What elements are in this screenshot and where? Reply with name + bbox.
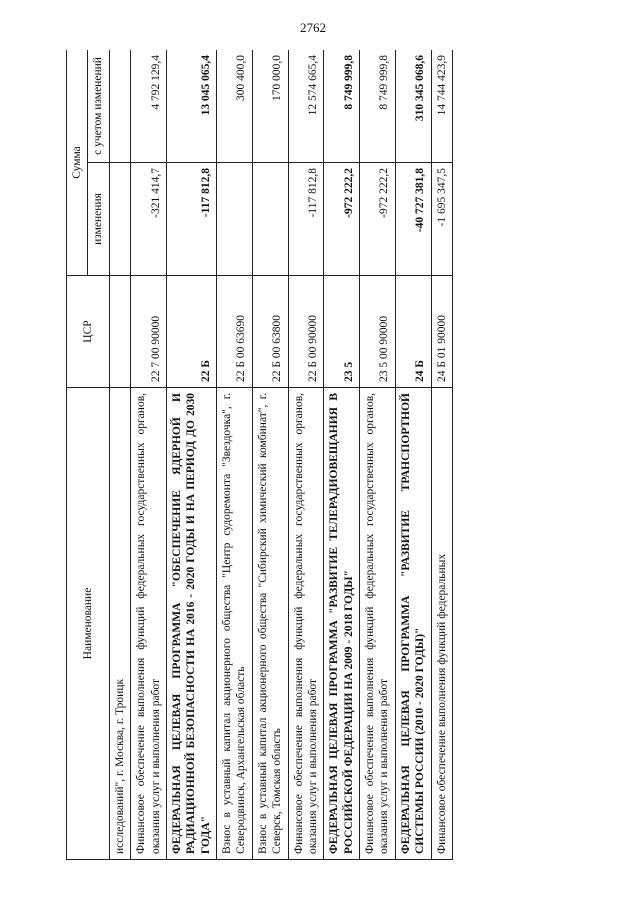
table-row: [431, 50, 452, 860]
row-changes: [109, 163, 130, 276]
row-csr: 24 Б 01 90000: [431, 276, 452, 388]
row-name: Финансовое обеспечение выполнения функций федеральных государственных органов, оказания услуг и выполнения работ: [360, 388, 396, 860]
row-name: Взнос в уставный капитал акционерного общества "Сибирский химический комбинат", г. Северск, Томская область: [252, 388, 288, 860]
row-total: [109, 50, 130, 163]
row-name: Финансовое обеспечение выполнения функций федеральных: [431, 388, 452, 860]
table-row: [252, 50, 288, 860]
row-csr: 23 5: [324, 276, 360, 388]
page-number: 2762: [300, 20, 326, 35]
table-row: [131, 50, 167, 860]
header-with-changes: с учетом изменений: [88, 50, 109, 163]
row-changes: -117 812,8: [288, 163, 324, 276]
row-name: ФЕДЕРАЛЬНАЯ ЦЕЛЕВАЯ ПРОГРАММА "ОБЕСПЕЧЕНИЕ ЯДЕРНОЙ И РАДИАЦИОННОЙ БЕЗОПАСНОСТИ НА 2016 - 2020 ГОДЫ И НА ПЕРИОД ДО 2030 ГОДА": [166, 388, 216, 860]
row-total: 300 400,0: [217, 50, 253, 163]
row-csr: 22 Б 00 63800: [252, 276, 288, 388]
row-name: ФЕДЕРАЛЬНАЯ ЦЕЛЕВАЯ ПРОГРАММА "РАЗВИТИЕ ТРАНСПОРТНОЙ СИСТЕМЫ РОССИИ (2010 - 2020 ГОДЫ)": [395, 388, 431, 860]
row-name: Финансовое обеспечение выполнения функций федеральных государственных органов, оказания услуг и выполнения работ: [288, 388, 324, 860]
row-total: 310 345 068,6: [395, 50, 431, 163]
row-total: 170 000,0: [252, 50, 288, 163]
row-total: 8 749 999,8: [324, 50, 360, 163]
budget-table: [66, 50, 453, 860]
row-name: ФЕДЕРАЛЬНАЯ ЦЕЛЕВАЯ ПРОГРАММА "РАЗВИТИЕ ТЕЛЕРАДИОВЕЩАНИЯ В РОССИЙСКОЙ ФЕДЕРАЦИИ НА 2009 - 2018 ГОДЫ": [324, 388, 360, 860]
row-total: 8 749 999,8: [360, 50, 396, 163]
table-row-program: [166, 50, 216, 860]
row-total: 13 045 065,4: [166, 50, 216, 163]
header-row-1: [67, 50, 88, 860]
table-row-program: [324, 50, 360, 860]
row-csr: 24 Б: [395, 276, 431, 388]
row-csr: 22 Б: [166, 276, 216, 388]
row-csr: 22 Б 00 90000: [288, 276, 324, 388]
row-name: исследований", г. Москва, г. Троицк: [109, 388, 130, 860]
row-csr: [109, 276, 130, 388]
row-changes: [252, 163, 288, 276]
row-changes: -972 222,2: [324, 163, 360, 276]
header-changes: изменения: [88, 163, 109, 276]
table-row-program: [395, 50, 431, 860]
rotated-table-frame: [66, 50, 591, 860]
table-row: [109, 50, 130, 860]
header-name: Наименование: [67, 388, 110, 860]
row-csr: 22 Б 00 63690: [217, 276, 253, 388]
row-changes: -40 727 381,8: [395, 163, 431, 276]
row-changes: -1 695 347,5: [431, 163, 452, 276]
table-row: [288, 50, 324, 860]
table-container: [66, 50, 591, 860]
row-total: 14 744 423,9: [431, 50, 452, 163]
row-name: Взнос в уставный капитал акционерного общества "Центр судоремонта "Звездочка", г. Северодвинск, Архангельская область: [217, 388, 253, 860]
row-changes: -117 812,8: [166, 163, 216, 276]
header-csr: ЦСР: [67, 276, 110, 388]
table-row: [217, 50, 253, 860]
table-row: [360, 50, 396, 860]
row-changes: -321 414,7: [131, 163, 167, 276]
row-name: Финансовое обеспечение выполнения функций федеральных государственных органов, оказания услуг и выполнения работ: [131, 388, 167, 860]
row-csr: 23 5 00 90000: [360, 276, 396, 388]
row-total: 12 574 665,4: [288, 50, 324, 163]
row-changes: [217, 163, 253, 276]
row-csr: 22 7 00 90000: [131, 276, 167, 388]
row-total: 4 792 129,4: [131, 50, 167, 163]
header-sum: Сумма: [67, 50, 88, 276]
row-changes: -972 222,2: [360, 163, 396, 276]
